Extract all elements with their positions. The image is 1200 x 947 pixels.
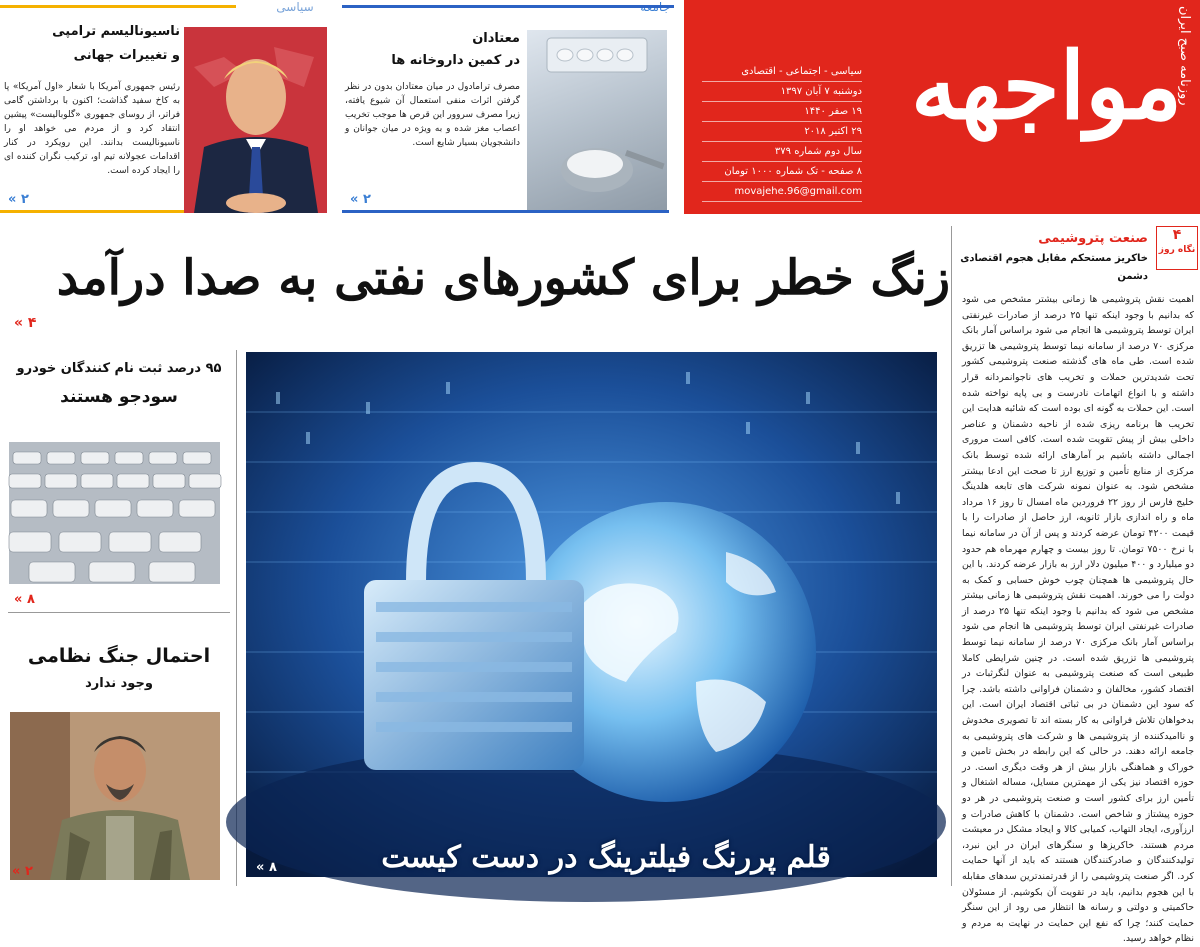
teaser-politics-text: رئیس جمهوری آمریکا با شعار «اول آمریکا» پا به کاخ سفید گذاشت؛ اکنون با برداشتن گامی فراتر، از روسای جمهوری «گلوبالیست» پیشین انتقاد کرد و از مردم می خواهد او را ناسیونالیست بدانند. این رویکرد در کنار اقدامات عجولانه تیم او، ترکیب نگران کننده ای را ایجاد کرده است. [4,82,180,176]
masthead-info-line: ۸ صفحه - تک شماره ۱۰۰۰ تومان [702,162,862,182]
masthead-info [702,62,862,202]
section-label-politics: سیاسی [276,0,314,14]
teaser-politics-page-ref[interactable] [8,192,29,207]
teaser-politics-top-bar [0,5,236,8]
masthead-info-line: ۱۹ صفر ۱۴۴۰ [702,102,862,122]
cars-page-ref[interactable] [14,592,35,607]
double-chevron-icon: » [8,192,17,207]
cars-photo [9,442,220,584]
cars-illustration [9,442,220,584]
masthead-email[interactable]: movajehe.96@gmail.com [702,182,862,202]
trump-photo [184,27,327,213]
page-number: ۲ [362,192,371,207]
cars-title2: سودجو هستند [60,387,178,407]
teaser-society-title1: معتادان [472,31,520,46]
oil-box-header [960,228,1148,286]
glance-badge-num: ۴ [1172,227,1182,243]
double-chevron-icon: » [256,860,265,875]
teaser-society-title2: در کمین داروخانه ها [391,53,520,68]
double-chevron-icon: » [12,864,21,879]
glance-badge-label: نگاه روز [1158,245,1196,255]
masthead-info-line: ۲۹ اکتبر ۲۰۱۸ [702,122,862,142]
page-number: ۲ [20,192,29,207]
trump-illustration [184,27,327,213]
main-photo [246,352,937,877]
main-photo-page-ref[interactable] [256,860,277,875]
page-number: ۲ [24,864,33,879]
general-illustration [10,712,220,880]
pills-photo [527,30,667,212]
page-number: ۴ [27,315,37,331]
cars-box[interactable] [8,356,230,412]
left-divider [8,612,230,613]
masthead [684,0,1200,214]
general-photo [10,712,220,880]
war-box[interactable] [8,640,230,696]
pills-illustration [527,30,667,212]
teaser-politics-title2: و تغییرات جهانی [73,48,180,63]
page-number: ۸ [26,592,35,607]
masthead-info-line: سال دوم شماره ۳۷۹ [702,142,862,162]
masthead-tagline: روزنامه صبح ایران [1177,6,1192,106]
glance-badge [1156,226,1198,270]
masthead-logo: مواجهه [911,32,1182,140]
main-headline[interactable]: زنگ خطر برای کشورهای نفتی به صدا درآمد [56,250,950,306]
masthead-info-line: دوشنبه ۷ آبان ۱۳۹۷ [702,82,862,102]
teaser-politics[interactable] [4,20,180,178]
double-chevron-icon: » [14,592,23,607]
teaser-politics-title1: ناسیونالیسم ترامپی [52,24,180,39]
teaser-society-bottom-bar [342,210,669,213]
cars-title1: ۹۵ درصد ثبت نام کنندگان خودرو [16,361,222,376]
page-number: ۸ [268,860,277,875]
teaser-society[interactable] [345,28,520,150]
oil-box-subtitle: خاکریز مستحکم مقابل هجوم اقتصادی دشمن [960,253,1148,282]
war-title: احتمال جنگ نظامی [27,645,211,667]
column-divider [951,226,952,886]
main-photo-caption[interactable]: قلم پررنگ فیلترینگ در دست کیست [381,840,831,875]
double-chevron-icon: » [14,315,24,331]
masthead-info-line: سیاسی - اجتماعی - اقتصادی [702,62,862,82]
double-chevron-icon: » [350,192,359,207]
oil-box-title[interactable]: صنعت پتروشیمی [1038,231,1148,246]
headline-page-ref[interactable] [14,315,36,331]
teaser-top-bar [342,5,674,8]
teaser-society-text: مصرف ترامادول در میان معتادان بدون در نظر گرفتن اثرات منفی استعمال آن شیوع یافته، زیرا مصرف سروور این قرص ها موجب تخریب اعصاب مغز شده و به ویژه در میان جوانان و دانشجویان بسیار شایع است. [345,82,520,148]
war-page-ref[interactable] [12,864,33,879]
oil-box-body: اهمیت نقش پتروشیمی ها زمانی بیشتر مشخص می شود که بدانیم با وجود اینکه تنها ۲۵ درصد از صادرات غیرنفتی ایران توسط پتروشیمی ها انجام می شود براساس آمار بانک مرکزی ۷۰ درصد از سامانه نیما توسط پتروشیمی ها تزریق شده است. طی ماه های گذشته صنعت پتروشیمی کشور تحت شدیدترین حملات و تخریب های ناجوانمردانه قرار داشته و با انواع اتهامات نادرست و بی پایه نواخته شده است. این حملات به گونه ای بوده است که شائبه هدایت این تخریب ها برنامه ریزی شده از ناحیه دشمنان و عناصر داخلی بیش از پیش تقویت شده است. کافی است مروری اجمالی داشته باشیم بر آمارهای ارائه شده توسط بانک مرکزی از منابع تأمین و توزیع ارز تا صحت این ادعا بیشتر مشخص شود. به عنوان نمونه شرکت های تابعه هلدینگ خلیج فارس از روز ۲۲ فروردین ماه امسال تا روز ۱۶ مرداد ماه و راه اندازی بازار ثانویه، ارز حاصل از صادرات را با قیمت ۴۲۰۰ تومان عرضه کردند و پس از آن در سامانه نیما با نرخ ۷۵۰۰ تومان. تا روز بیست و چهارم مهرماه هم حدود دو میلیارد و ۴۰۰ میلیون دلار ارز به بازار عرضه کردند. با این حال پتروشیمی ها همچنان چوب خوش حسابی و کمک به دولت را می خورند. اهمیت نقش پتروشیمی ها زمانی بیشتر مشخص می شود که بدانیم با وجود اینکه تنها ۲۵ درصد از صادرات غیرنفتی ایران توسط پتروشیمی ها انجام می شود براساس آمار بانک مرکزی ۷۰ درصد از سامانه نیما توسط پتروشیمی ها تزریق شده است. در چنین شرایطی کاملا طبیعی است که صنعت پتروشیمی به عنوان لنگرثبات در اقتصاد کشور، مخالفان و دشمنان فراوانی داشته باشد. چرا که سود این دشمنان در بی ثباتی اقتصاد ایران است. این بدخواهان تلاش فراوانی به کار بسته اند تا تصویری مخدوش و ناامیدکننده از پتروشیمی ها و شرکت های پتروشیمی به جامعه ارائه دهند. در حالی که این رابطه در بخش تامین و خوراک و هماهنگی بازار بیش از هر وقت دیگری است. در حوزه اقتصاد نیز یکی از مهمترین مسایل، مساله اشتغال و تأمین ارز برای کشور است و صنعت پتروشیمی در هر دو حوزه پیشتاز و شاخص است. دشمنان با کاهش صادرات و ارزآوری، ایجاد التهاب، کمیابی کالا و ایجاد مشکل در معیشت مردم هستند. خاکریزها و سنگرهای ایران در این نبرد، تولیدکنندگان و صادرکنندگان هستند که باید از آنها حمایت کرد. اگر صنعت پتروشیمی را از قدرتمندترین سدهای مقابله با این هجوم بدانیم، باید در تقویت آن بکوشیم. از مسئولان حاکمیتی و دولتی و رسانه ها انتظار می رود از این سنگر حمایت کنند؛ چرا که نفع این حمایت در نهایت به مردم و نظام خواهد رسید. [962,294,1195,945]
teaser-society-page-ref[interactable] [350,192,371,207]
main-illustration [246,352,937,877]
war-subtitle: وجود ندارد [85,676,153,691]
teaser-politics-bottom-bar [0,210,184,213]
